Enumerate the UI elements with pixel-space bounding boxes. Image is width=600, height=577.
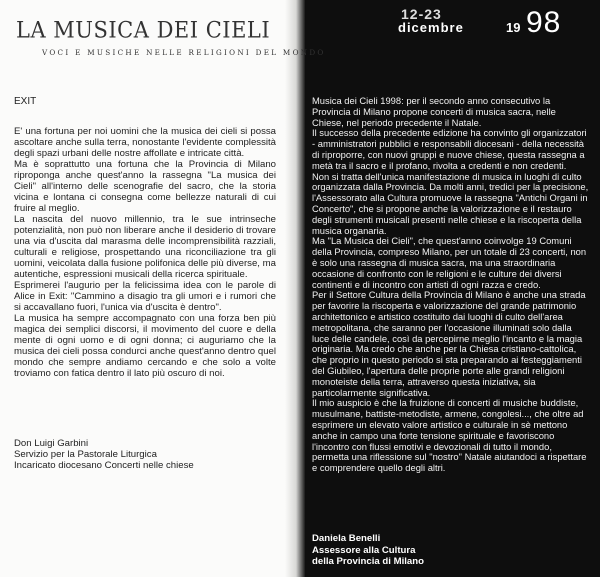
- right-paragraph: Per il Settore Cultura della Provincia di Milano è anche una strada per favorire la riscoperta e valorizzazione del grande patrimonio architettonico e artistico costituito dai luoghi di culto dell'area metropolitana, che saranno per l'occasione illuminati solo dalla luce delle candele, così da percepirne meglio l'incanto e la magia originaria. Ma credo che anche per la Chiesa cristiano-cattolica, che proprio in questo periodo si sta preparando ai festeggiamenti del Giubileo, l'apertura delle proprie porte alle grandi religioni monoteiste della terra, attraverso questa iniziativa, sia particolarmente significativa.: [312, 289, 586, 398]
- date-year-suffix: 98: [526, 6, 562, 39]
- date-month: dicembre: [398, 20, 464, 35]
- signature-role: della Provincia di Milano: [312, 556, 424, 567]
- logo-subtitle: VOCI E MUSICHE NELLE RELIGIONI DEL MONDO: [42, 48, 326, 57]
- left-paragraph: La musica ha sempre accompagnato con una forza ben più magica dei semplici discorsi, il movimento del cuore e della mente di ogni uomo e di ogni donna; ci auguriamo che la musica dei cieli possa condurci anche quest'anno dentro quel mondo che sempre andiamo cercando e che solo a volte troviamo con fatica dentro il lato più oscuro di noi.: [14, 313, 276, 379]
- signature-role: Incaricato diocesano Concerti nelle chiese: [14, 460, 194, 471]
- right-paragraph: Il successo della precedente edizione ha convinto gli organizzatori - amministratori pubblici e responsabili diocesani - della necessità di riproporre, con nuovi gruppi e nuove chiese, questa rassegna a metà tra il sacro e il profano, rivolta a credenti e non credenti.: [312, 127, 587, 171]
- right-paragraph: Il mio auspicio è che la fruizione di concerti di musiche buddiste, musulmane, battiste-metodiste, armene, congolesi..., che oltre ad esprimere un elevato valore artistico e culturale in sè mettono anche in campo una forte tensione spirituale e favoriscono l'incontro con flussi emotivi e devozionali di tutto il mondo, permetta una riflessione sul "nostro" Natale aiutandoci a rispettare e comprendere quello degli altri.: [312, 397, 587, 474]
- date-days: 12-23: [401, 6, 442, 22]
- signature-role: Servizio per la Pastorale Liturgica: [14, 449, 157, 460]
- left-paragraph: E' una fortuna per noi uomini che la musica dei cieli si possa ascoltare anche sulla terra, nonostante l'evidente complessità degli spazi urbani delle nostre affollate e intricate città.: [14, 126, 276, 159]
- right-body: [312, 96, 590, 474]
- left-paragraph: Esprimerei l'augurio per la felicissima idea con le parole di Alice in Exit: "Cammino a disagio tra gli umori e i rumori che si accavallano fuori, l'unica via d'uscita è dentro".: [14, 280, 276, 313]
- signature-name: Don Luigi Garbini: [14, 438, 89, 449]
- left-paragraph: Ma è soprattutto una fortuna che la Provincia di Milano riproponga anche quest'anno la rassegna "La musica dei Cieli" all'interno delle scenografie del sacro, che la storia vicina e lontana ci consegna come bellezze naturali di cui fruire al meglio.: [14, 159, 276, 214]
- left-paragraph: La nascita del nuovo millennio, tra le sue intrinseche potenzialità, non può non liberare anche il desiderio di trovare una via d'uscita dal marasma delle incomprensibilità razziali, culturali e religiose, prospettando una riconciliazione tra gli uomini, veicolata dalla fusione polifonica delle più diverse, ma autentiche, espressioni musicali della ricerca spirituale.: [14, 214, 276, 280]
- section-heading: EXIT: [14, 96, 37, 107]
- left-signature: [14, 438, 194, 471]
- right-signature: [312, 533, 424, 568]
- page-fold: [285, 0, 305, 577]
- date-year-prefix: 19: [506, 20, 521, 35]
- right-paragraph: Ma "La Musica dei Cieli", che quest'anno coinvolge 19 Comuni della Provincia, compreso Milano, per un totale di 23 concerti, non è solo una rassegna di musica sacra, ma una straordinaria occasione di confronto con le religioni e le culture dei diversi continenti e di incontro con artisti di ogni razza e credo.: [312, 235, 587, 290]
- left-body: [14, 126, 276, 379]
- right-paragraph: Musica dei Cieli 1998: per il secondo anno consecutivo la Provincia di Milano propone concerti di musica sacra, nelle Chiese, nel periodo precedente il Natale.: [312, 95, 556, 128]
- signature-role: Assessore alla Cultura: [312, 544, 416, 556]
- right-paragraph: Non si tratta dell'unica manifestazione di musica in luoghi di culto organizzata dalla Provincia. Da molti anni, tredici per la precisione, l'Assessorato alla Cultura promuove la rassegna "Antichi Organi in Concerto", che si propone anche la valorizzazione e il restauro degli strumenti musicali presenti nelle chiese e la riscoperta della musica organaria.: [312, 170, 589, 236]
- logo-title: LA MUSICA DEI CIELI: [16, 17, 271, 43]
- signature-name: Daniela Benelli: [312, 533, 381, 544]
